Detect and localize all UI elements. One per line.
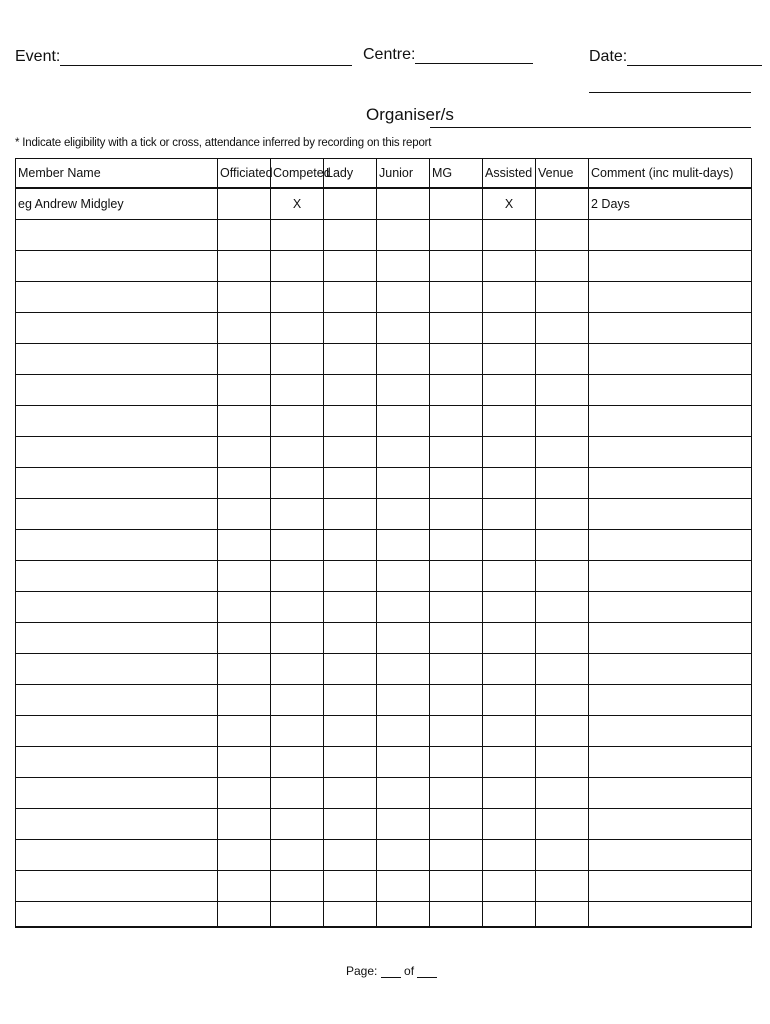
table-cell[interactable] <box>324 344 377 375</box>
table-cell[interactable] <box>589 468 752 499</box>
table-cell[interactable] <box>536 406 589 437</box>
table-cell[interactable] <box>377 561 430 592</box>
table-cell[interactable] <box>377 716 430 747</box>
table-row <box>16 809 752 840</box>
table-cell[interactable] <box>324 840 377 871</box>
table-cell[interactable] <box>483 809 536 840</box>
date-field[interactable] <box>589 48 762 66</box>
table-cell[interactable] <box>430 313 483 344</box>
table-cell[interactable] <box>218 344 271 375</box>
table-cell[interactable] <box>536 809 589 840</box>
table-row <box>16 871 752 902</box>
table-cell[interactable] <box>483 313 536 344</box>
table-cell[interactable] <box>430 561 483 592</box>
table-cell[interactable] <box>536 778 589 809</box>
table-cell[interactable] <box>536 747 589 778</box>
table-cell[interactable] <box>377 871 430 902</box>
event-input-line[interactable] <box>60 49 352 66</box>
table-cell[interactable] <box>218 282 271 313</box>
table-cell[interactable] <box>324 406 377 437</box>
table-cell[interactable] <box>16 251 218 282</box>
table-cell[interactable] <box>377 654 430 685</box>
table-cell[interactable] <box>324 592 377 623</box>
table-cell[interactable] <box>271 778 324 809</box>
table-cell[interactable] <box>16 809 218 840</box>
table-cell[interactable] <box>377 623 430 654</box>
table-cell[interactable] <box>324 282 377 313</box>
table-cell[interactable] <box>536 716 589 747</box>
table-cell[interactable] <box>589 220 752 251</box>
table-cell[interactable] <box>377 406 430 437</box>
table-cell[interactable] <box>536 437 589 468</box>
table-cell[interactable] <box>324 654 377 685</box>
table-cell[interactable] <box>16 282 218 313</box>
table-cell[interactable] <box>271 623 324 654</box>
table-cell[interactable] <box>377 840 430 871</box>
col-officiated: Officiated <box>218 159 271 189</box>
table-cell[interactable] <box>430 282 483 313</box>
table-cell[interactable] <box>430 437 483 468</box>
table-cell[interactable] <box>430 654 483 685</box>
example-row <box>16 188 752 220</box>
table-cell[interactable] <box>483 902 536 928</box>
table-cell[interactable] <box>324 530 377 561</box>
table-cell[interactable] <box>324 778 377 809</box>
table-cell[interactable] <box>536 375 589 406</box>
table-cell[interactable] <box>218 406 271 437</box>
table-cell[interactable] <box>271 561 324 592</box>
table-cell[interactable] <box>483 716 536 747</box>
table-cell[interactable] <box>483 747 536 778</box>
table-row <box>16 437 752 468</box>
table-row <box>16 251 752 282</box>
table-cell[interactable] <box>271 840 324 871</box>
table-cell[interactable] <box>536 561 589 592</box>
table-cell[interactable] <box>271 747 324 778</box>
table-cell[interactable] <box>589 437 752 468</box>
table-cell[interactable] <box>483 499 536 530</box>
table-cell[interactable] <box>324 747 377 778</box>
table-cell[interactable] <box>589 747 752 778</box>
table-cell[interactable] <box>536 220 589 251</box>
table-cell[interactable] <box>218 437 271 468</box>
table-cell[interactable] <box>218 251 271 282</box>
table-cell[interactable] <box>16 220 218 251</box>
table-cell[interactable] <box>218 561 271 592</box>
table-cell[interactable] <box>16 344 218 375</box>
table-cell[interactable] <box>218 313 271 344</box>
table-cell[interactable] <box>16 654 218 685</box>
table-cell[interactable] <box>377 282 430 313</box>
table-cell[interactable] <box>483 840 536 871</box>
table-cell[interactable] <box>271 499 324 530</box>
table-cell[interactable] <box>16 499 218 530</box>
table-cell[interactable] <box>536 592 589 623</box>
table-cell[interactable] <box>16 592 218 623</box>
col-junior: Junior <box>377 159 430 189</box>
table-cell[interactable] <box>324 716 377 747</box>
table-cell[interactable] <box>16 623 218 654</box>
table-cell[interactable] <box>324 902 377 928</box>
centre-input-line[interactable] <box>415 47 533 64</box>
eligibility-note: * Indicate eligibility with a tick or cross, attendance inferred by recording on this report <box>15 137 432 149</box>
example-assisted: X <box>483 188 536 220</box>
attendance-table <box>15 158 752 928</box>
table-cell[interactable] <box>16 778 218 809</box>
table-cell[interactable] <box>536 313 589 344</box>
table-cell[interactable] <box>483 561 536 592</box>
example-competed: X <box>271 188 324 220</box>
table-cell[interactable] <box>430 747 483 778</box>
page-label: Page: <box>346 964 378 978</box>
table-cell[interactable] <box>430 375 483 406</box>
table-cell[interactable] <box>483 344 536 375</box>
table-cell[interactable] <box>16 561 218 592</box>
table-cell[interactable] <box>430 468 483 499</box>
organiser-input-line[interactable] <box>430 127 751 128</box>
table-cell[interactable] <box>536 654 589 685</box>
table-cell[interactable] <box>271 220 324 251</box>
table-cell[interactable] <box>377 375 430 406</box>
page-total-line[interactable] <box>417 967 437 978</box>
centre-label: Centre: <box>363 46 416 63</box>
example-junior <box>377 188 430 220</box>
table-cell[interactable] <box>271 871 324 902</box>
table-cell[interactable] <box>218 220 271 251</box>
table-cell[interactable] <box>589 344 752 375</box>
table-cell[interactable] <box>483 778 536 809</box>
of-label: of <box>404 964 415 978</box>
col-venue: Venue <box>536 159 589 189</box>
table-cell[interactable] <box>324 561 377 592</box>
page-footer <box>346 964 437 978</box>
table-cell[interactable] <box>430 220 483 251</box>
date-input-line[interactable] <box>627 49 762 66</box>
table-cell[interactable] <box>589 406 752 437</box>
table-cell[interactable] <box>430 406 483 437</box>
table-cell[interactable] <box>218 623 271 654</box>
table-row <box>16 778 752 809</box>
table-cell[interactable] <box>218 375 271 406</box>
table-cell[interactable] <box>483 375 536 406</box>
table-cell[interactable] <box>271 592 324 623</box>
table-cell[interactable] <box>218 809 271 840</box>
table-cell[interactable] <box>218 530 271 561</box>
table-row <box>16 902 752 928</box>
table-cell[interactable] <box>377 747 430 778</box>
example-comment: 2 Days <box>589 188 752 220</box>
table-cell[interactable] <box>16 747 218 778</box>
table-cell[interactable] <box>218 871 271 902</box>
table-header-row <box>16 159 752 189</box>
table-cell[interactable] <box>483 592 536 623</box>
table-cell[interactable] <box>430 623 483 654</box>
table-row <box>16 716 752 747</box>
table-cell[interactable] <box>430 840 483 871</box>
table-cell[interactable] <box>324 313 377 344</box>
table-cell[interactable] <box>483 871 536 902</box>
table-cell[interactable] <box>589 530 752 561</box>
table-cell[interactable] <box>536 840 589 871</box>
table-cell[interactable] <box>589 251 752 282</box>
table-row <box>16 592 752 623</box>
table-row <box>16 406 752 437</box>
table-cell[interactable] <box>271 375 324 406</box>
table-cell[interactable] <box>218 778 271 809</box>
event-field[interactable] <box>15 48 352 66</box>
table-cell[interactable] <box>430 778 483 809</box>
table-cell[interactable] <box>271 437 324 468</box>
table-cell[interactable] <box>536 499 589 530</box>
example-lady <box>324 188 377 220</box>
table-cell[interactable] <box>536 871 589 902</box>
table-cell[interactable] <box>218 716 271 747</box>
table-cell[interactable] <box>271 902 324 928</box>
table-cell[interactable] <box>589 654 752 685</box>
table-cell[interactable] <box>589 282 752 313</box>
table-cell[interactable] <box>430 499 483 530</box>
table-row <box>16 747 752 778</box>
table-cell[interactable] <box>16 902 218 928</box>
table-cell[interactable] <box>324 375 377 406</box>
table-cell[interactable] <box>483 282 536 313</box>
table-cell[interactable] <box>430 716 483 747</box>
table-cell[interactable] <box>430 251 483 282</box>
table-cell[interactable] <box>218 499 271 530</box>
table-cell[interactable] <box>324 499 377 530</box>
col-mg: MG <box>430 159 483 189</box>
page-number-line[interactable] <box>381 967 401 978</box>
table-cell[interactable] <box>16 530 218 561</box>
example-venue <box>536 188 589 220</box>
table-cell[interactable] <box>324 809 377 840</box>
table-row <box>16 220 752 251</box>
table-cell[interactable] <box>271 809 324 840</box>
table-cell[interactable] <box>377 344 430 375</box>
table-cell[interactable] <box>377 902 430 928</box>
table-cell[interactable] <box>483 530 536 561</box>
table-cell[interactable] <box>324 685 377 716</box>
table-cell[interactable] <box>430 902 483 928</box>
table-cell[interactable] <box>324 220 377 251</box>
centre-field[interactable] <box>363 46 533 64</box>
table-cell[interactable] <box>430 592 483 623</box>
table-cell[interactable] <box>324 437 377 468</box>
table-cell[interactable] <box>377 685 430 716</box>
table-row <box>16 313 752 344</box>
table-cell[interactable] <box>589 375 752 406</box>
table-cell[interactable] <box>16 685 218 716</box>
table-cell[interactable] <box>218 902 271 928</box>
table-cell[interactable] <box>589 499 752 530</box>
table-cell[interactable] <box>271 406 324 437</box>
table-cell[interactable] <box>377 530 430 561</box>
table-cell[interactable] <box>377 468 430 499</box>
table-cell[interactable] <box>16 313 218 344</box>
table-cell[interactable] <box>16 437 218 468</box>
table-cell[interactable] <box>16 468 218 499</box>
table-row <box>16 344 752 375</box>
table-cell[interactable] <box>377 592 430 623</box>
table-cell[interactable] <box>589 313 752 344</box>
table-cell[interactable] <box>536 344 589 375</box>
table-cell[interactable] <box>589 592 752 623</box>
table-cell[interactable] <box>589 716 752 747</box>
table-cell[interactable] <box>536 530 589 561</box>
table-cell[interactable] <box>589 561 752 592</box>
table-cell[interactable] <box>324 623 377 654</box>
table-cell[interactable] <box>589 902 752 928</box>
table-cell[interactable] <box>377 809 430 840</box>
example-member-name: eg Andrew Midgley <box>16 188 218 220</box>
table-cell[interactable] <box>324 251 377 282</box>
table-row <box>16 561 752 592</box>
table-cell[interactable] <box>430 685 483 716</box>
table-cell[interactable] <box>483 251 536 282</box>
table-cell[interactable] <box>16 840 218 871</box>
table-cell[interactable] <box>218 468 271 499</box>
table-row <box>16 499 752 530</box>
organiser-field <box>366 105 454 125</box>
date-input-line-2[interactable] <box>589 92 751 93</box>
example-mg <box>430 188 483 220</box>
table-row <box>16 685 752 716</box>
table-cell[interactable] <box>536 468 589 499</box>
table-cell[interactable] <box>589 809 752 840</box>
table-cell[interactable] <box>536 685 589 716</box>
table-cell[interactable] <box>589 871 752 902</box>
table-cell[interactable] <box>483 623 536 654</box>
table-cell[interactable] <box>377 220 430 251</box>
col-assisted: Assisted <box>483 159 536 189</box>
table-cell[interactable] <box>16 871 218 902</box>
table-cell[interactable] <box>589 840 752 871</box>
table-cell[interactable] <box>271 654 324 685</box>
table-cell[interactable] <box>483 654 536 685</box>
table-cell[interactable] <box>377 313 430 344</box>
table-cell[interactable] <box>536 251 589 282</box>
table-cell[interactable] <box>536 282 589 313</box>
col-lady: Lady <box>324 159 377 189</box>
table-cell[interactable] <box>218 747 271 778</box>
table-cell[interactable] <box>589 685 752 716</box>
table-cell[interactable] <box>271 344 324 375</box>
table-row <box>16 375 752 406</box>
table-cell[interactable] <box>324 871 377 902</box>
table-cell[interactable] <box>430 530 483 561</box>
table-row <box>16 468 752 499</box>
table-cell[interactable] <box>271 313 324 344</box>
table-cell[interactable] <box>218 685 271 716</box>
table-cell[interactable] <box>16 716 218 747</box>
col-comment: Comment (inc mulit-days) <box>589 159 752 189</box>
example-officiated <box>218 188 271 220</box>
table-cell[interactable] <box>271 251 324 282</box>
table-cell[interactable] <box>483 406 536 437</box>
table-cell[interactable] <box>430 809 483 840</box>
table-row <box>16 623 752 654</box>
table-cell[interactable] <box>271 282 324 313</box>
table-cell[interactable] <box>271 468 324 499</box>
table-cell[interactable] <box>483 437 536 468</box>
table-cell[interactable] <box>377 437 430 468</box>
table-cell[interactable] <box>271 716 324 747</box>
table-cell[interactable] <box>218 592 271 623</box>
table-cell[interactable] <box>271 530 324 561</box>
table-cell[interactable] <box>589 623 752 654</box>
table-cell[interactable] <box>218 654 271 685</box>
table-cell[interactable] <box>430 344 483 375</box>
table-cell[interactable] <box>218 840 271 871</box>
date-label: Date: <box>589 48 628 65</box>
table-cell[interactable] <box>589 778 752 809</box>
table-cell[interactable] <box>16 406 218 437</box>
table-row <box>16 654 752 685</box>
organiser-label: Organiser/s <box>366 105 454 124</box>
table-cell[interactable] <box>377 499 430 530</box>
table-cell[interactable] <box>271 685 324 716</box>
table-cell[interactable] <box>16 375 218 406</box>
table-cell[interactable] <box>324 468 377 499</box>
table-cell[interactable] <box>430 871 483 902</box>
table-cell[interactable] <box>536 623 589 654</box>
col-competed: Competed <box>271 159 324 189</box>
table-row <box>16 530 752 561</box>
table-cell[interactable] <box>377 778 430 809</box>
event-label: Event: <box>15 48 61 65</box>
table-cell[interactable] <box>536 902 589 928</box>
table-cell[interactable] <box>483 468 536 499</box>
table-cell[interactable] <box>483 220 536 251</box>
col-member-name: Member Name <box>16 159 218 189</box>
table-cell[interactable] <box>377 251 430 282</box>
table-row <box>16 840 752 871</box>
table-row <box>16 282 752 313</box>
table-cell[interactable] <box>483 685 536 716</box>
